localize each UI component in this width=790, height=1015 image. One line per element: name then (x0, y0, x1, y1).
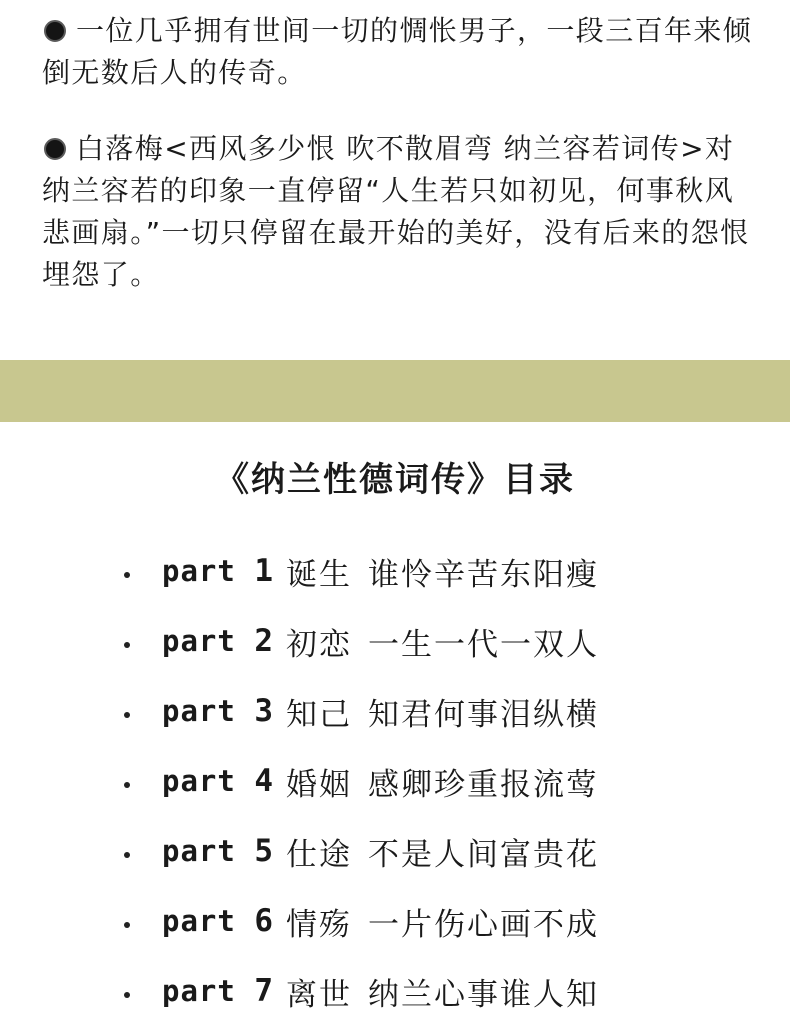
part-label (162, 903, 274, 939)
part-number: 3 (254, 693, 274, 729)
part-word: part (162, 974, 236, 1008)
part-label (162, 973, 274, 1009)
part-word: part (162, 834, 236, 868)
chapter-subtitle: 不是人间富贵花 (367, 836, 599, 873)
list-dot-icon (124, 922, 130, 928)
part-label (162, 623, 274, 659)
toc-item (124, 746, 764, 816)
toc-item (124, 536, 764, 606)
section-divider-band (0, 360, 790, 422)
chapter-name: 情殇 (285, 906, 352, 943)
chapter-name: 婚姻 (285, 766, 352, 803)
intro-paragraph-2-text: 白落梅<西风多少恨 吹不散眉弯 纳兰容若词传>对纳兰容若的印象一直停留“人生若只如初见，何事秋风悲画扇。”一切只停留在最开始的美好，没有后来的怨恨埋怨了。 (42, 132, 750, 291)
toc-item (124, 606, 764, 676)
chapter-name: 仕途 (285, 836, 352, 873)
chapter-subtitle: 知君何事泪纵横 (367, 696, 599, 733)
part-number: 6 (254, 903, 274, 939)
part-label (162, 553, 274, 589)
list-dot-icon (124, 992, 130, 998)
chapter-name: 知己 (285, 696, 352, 733)
part-label (162, 763, 274, 799)
intro-paragraph-1-text: 一位几乎拥有世间一切的惆怅男子，一段三百年来倾倒无数后人的传奇。 (42, 14, 753, 89)
chapter-name: 初恋 (285, 626, 352, 663)
chapter-name: 诞生 (285, 556, 352, 593)
chapter-subtitle: 一片伤心画不成 (367, 906, 599, 943)
list-dot-icon (124, 782, 130, 788)
chapter-subtitle: 感卿珍重报流莺 (367, 766, 599, 803)
toc-title: 《纳兰性德词传》目录 (215, 460, 575, 500)
part-label (162, 833, 274, 869)
bullet-circle-icon (44, 138, 66, 160)
list-dot-icon (124, 712, 130, 718)
bullet-circle-icon (44, 20, 66, 42)
chapter-subtitle: 一生一代一双人 (367, 626, 599, 663)
list-dot-icon (124, 572, 130, 578)
chapter-subtitle: 谁怜辛苦东阳瘦 (367, 556, 599, 593)
part-label (162, 693, 274, 729)
toc-list (124, 536, 764, 1015)
toc-item (124, 676, 764, 746)
chapter-subtitle: 纳兰心事谁人知 (367, 976, 599, 1013)
intro-paragraph-2 (42, 128, 762, 296)
intro-paragraph-1 (42, 10, 762, 94)
part-word: part (162, 904, 236, 938)
list-dot-icon (124, 852, 130, 858)
part-word: part (162, 624, 236, 658)
intro-section (42, 10, 762, 296)
toc-item (124, 956, 764, 1015)
toc-item (124, 886, 764, 956)
part-word: part (162, 764, 236, 798)
part-word: part (162, 694, 236, 728)
chapter-name: 离世 (285, 976, 352, 1013)
part-number: 4 (254, 763, 274, 799)
part-number: 1 (254, 553, 274, 589)
part-number: 2 (254, 623, 274, 659)
part-number: 7 (254, 973, 274, 1009)
list-dot-icon (124, 642, 130, 648)
part-number: 5 (254, 833, 274, 869)
toc-item (124, 816, 764, 886)
part-word: part (162, 554, 236, 588)
